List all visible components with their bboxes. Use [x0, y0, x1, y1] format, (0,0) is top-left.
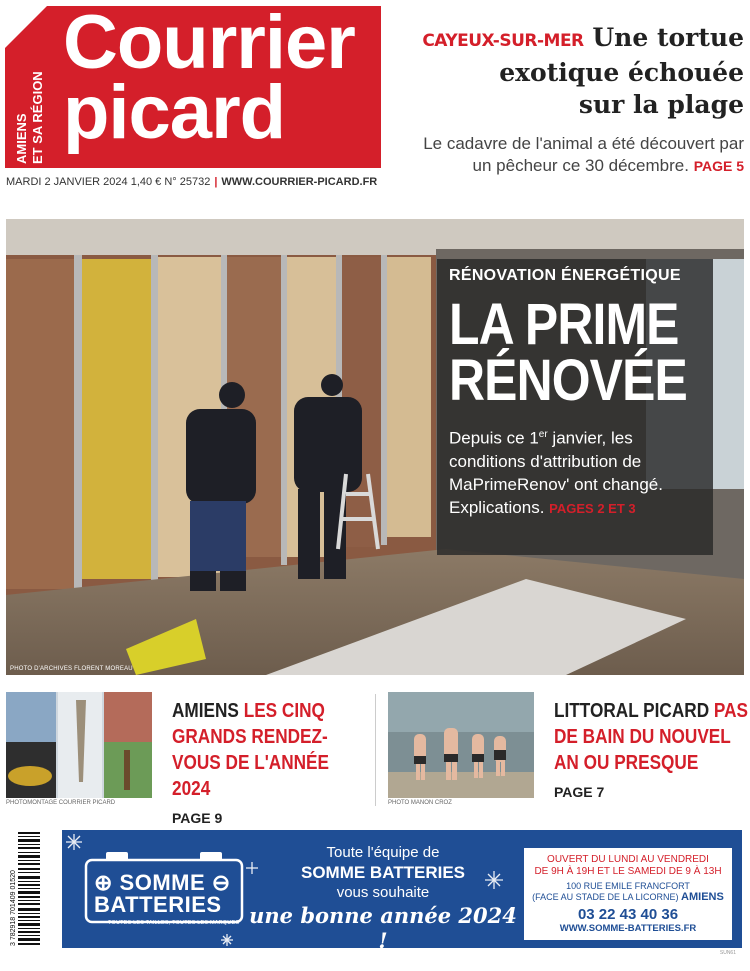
story-amiens-title: LES CINQ GRANDS RENDEZ-VOUS DE L'ANNÉE 2024: [172, 700, 330, 800]
barcode-number: 3 782918 701409 01520: [10, 870, 17, 946]
hero-page-ref: PAGES 2 ET 3: [549, 500, 636, 516]
ad-brand-batteries: BATTERIES: [94, 892, 222, 917]
ad-phone[interactable]: 03 22 43 40 36: [577, 906, 679, 923]
hero-photo-credit: PHOTO D'ARCHIVES FLORENT MOREAU: [10, 666, 133, 672]
advertisement-somme-batteries[interactable]: [62, 830, 742, 948]
story-amiens-photo: [6, 692, 152, 798]
ad-address-city: AMIENS: [681, 891, 724, 903]
masthead-logo[interactable]: [5, 6, 381, 168]
ad-greeting-line-4: une bonne année 2024 !: [249, 903, 517, 948]
ad-hours: [524, 854, 732, 878]
story-amiens[interactable]: [6, 690, 374, 826]
logo-side-text: [13, 64, 49, 164]
ad-brand-somme: SOMME: [119, 870, 206, 895]
logo-side-region: ET SA RÉGION: [30, 71, 45, 164]
hero-body-end: janvier, les conditions d'attribution de MaPrimeRenov' ont changé. Explications.: [449, 428, 663, 517]
story-littoral-headline: [554, 698, 750, 776]
dateline-separator: |: [214, 176, 218, 188]
teaser-title: [414, 22, 744, 121]
ad-hours-line-1: OUVERT DU LUNDI AU VENDREDI: [547, 854, 709, 865]
story-littoral[interactable]: [388, 690, 748, 810]
hero-headline-line-1: LA PRIME: [449, 292, 679, 357]
ad-hours-line-2: DE 9H À 19H ET LE SAMEDI DE 9 À 13H: [534, 866, 722, 877]
footer-code: SUN61: [719, 950, 736, 956]
ad-brand-line-1: ⊕ SOMME ⊖: [94, 870, 231, 895]
teaser-desc-text: Le cadavre de l'animal a été découvert par un pêcheur ce 30 décembre.: [423, 134, 744, 175]
story-littoral-place: LITTORAL PICARD: [554, 700, 710, 722]
ad-greeting-line-1: Toute l'équipe de: [326, 844, 440, 861]
top-teaser[interactable]: [414, 22, 744, 177]
ad-brand-tagline: TOUTES LES TAILLES, TOUTES LES MARQUES: [108, 920, 240, 926]
story-amiens-credit: PHOTOMONTAGE COURRIER PICARD: [6, 800, 116, 806]
hero-headline-line-2: RÉNOVÉE: [449, 348, 687, 413]
dateline: [6, 176, 377, 188]
ad-address-line-2: [524, 892, 732, 903]
story-littoral-credit: PHOTO MANON CROZ: [388, 800, 452, 806]
ad-greeting-line-3: vous souhaite: [336, 884, 430, 901]
hero-kicker: RÉNOVATION ÉNERGÉTIQUE: [449, 267, 681, 284]
story-littoral-text: [554, 698, 750, 800]
hero-story[interactable]: [6, 219, 744, 675]
story-amiens-page: PAGE 9: [172, 810, 223, 826]
hero-body-sup: er: [538, 429, 548, 440]
dateline-website-link[interactable]: WWW.COURRIER-PICARD.FR: [221, 176, 378, 188]
logo-line-2: picard: [63, 70, 286, 155]
teaser-page-ref: PAGE 5: [693, 158, 744, 174]
story-amiens-place: AMIENS: [172, 700, 239, 722]
issue-info: MARDI 2 JANVIER 2024 1,40 € N° 25732: [6, 176, 211, 188]
logo-wordmark: [63, 6, 355, 155]
teaser-title-line-3: sur la plage: [578, 90, 744, 119]
hero-body: [449, 423, 701, 520]
story-littoral-page: PAGE 7: [554, 784, 605, 800]
story-littoral-title: PAS DE BAIN DU NOUVEL AN OU PRESQUE: [554, 700, 748, 774]
logo-line-1: Courrier: [63, 6, 355, 85]
logo-fold-corner: [5, 6, 47, 48]
barcode: [6, 830, 42, 948]
story-amiens-headline: [172, 698, 372, 802]
ad-address: [524, 881, 732, 903]
hero-headline: [449, 292, 687, 413]
story-amiens-text: [172, 698, 372, 826]
teaser-kicker: CAYEUX-SUR-MER: [422, 31, 584, 51]
ad-greeting: [248, 844, 518, 948]
ad-website-link[interactable]: WWW.SOMME-BATTERIES.FR: [559, 923, 697, 934]
teaser-title-line-2: exotique échouée: [499, 58, 744, 87]
ad-brand-logo: [84, 850, 244, 930]
teaser-description: [414, 133, 744, 177]
hero-text-panel: [437, 259, 713, 555]
teaser-title-line-1: Une tortue: [592, 23, 744, 52]
ad-address-note: (FACE AU STADE DE LA LICORNE): [532, 892, 679, 902]
ad-greeting-line-2: SOMME BATTERIES: [300, 863, 466, 882]
logo-side-amiens: AMIENS: [14, 113, 29, 164]
ad-address-line-1: 100 RUE EMILE FRANCFORT: [566, 881, 690, 891]
hero-body-start: Depuis ce 1: [449, 428, 539, 448]
story-divider: [375, 694, 376, 806]
ad-info-box: [524, 848, 732, 940]
story-littoral-photo: [388, 692, 534, 798]
